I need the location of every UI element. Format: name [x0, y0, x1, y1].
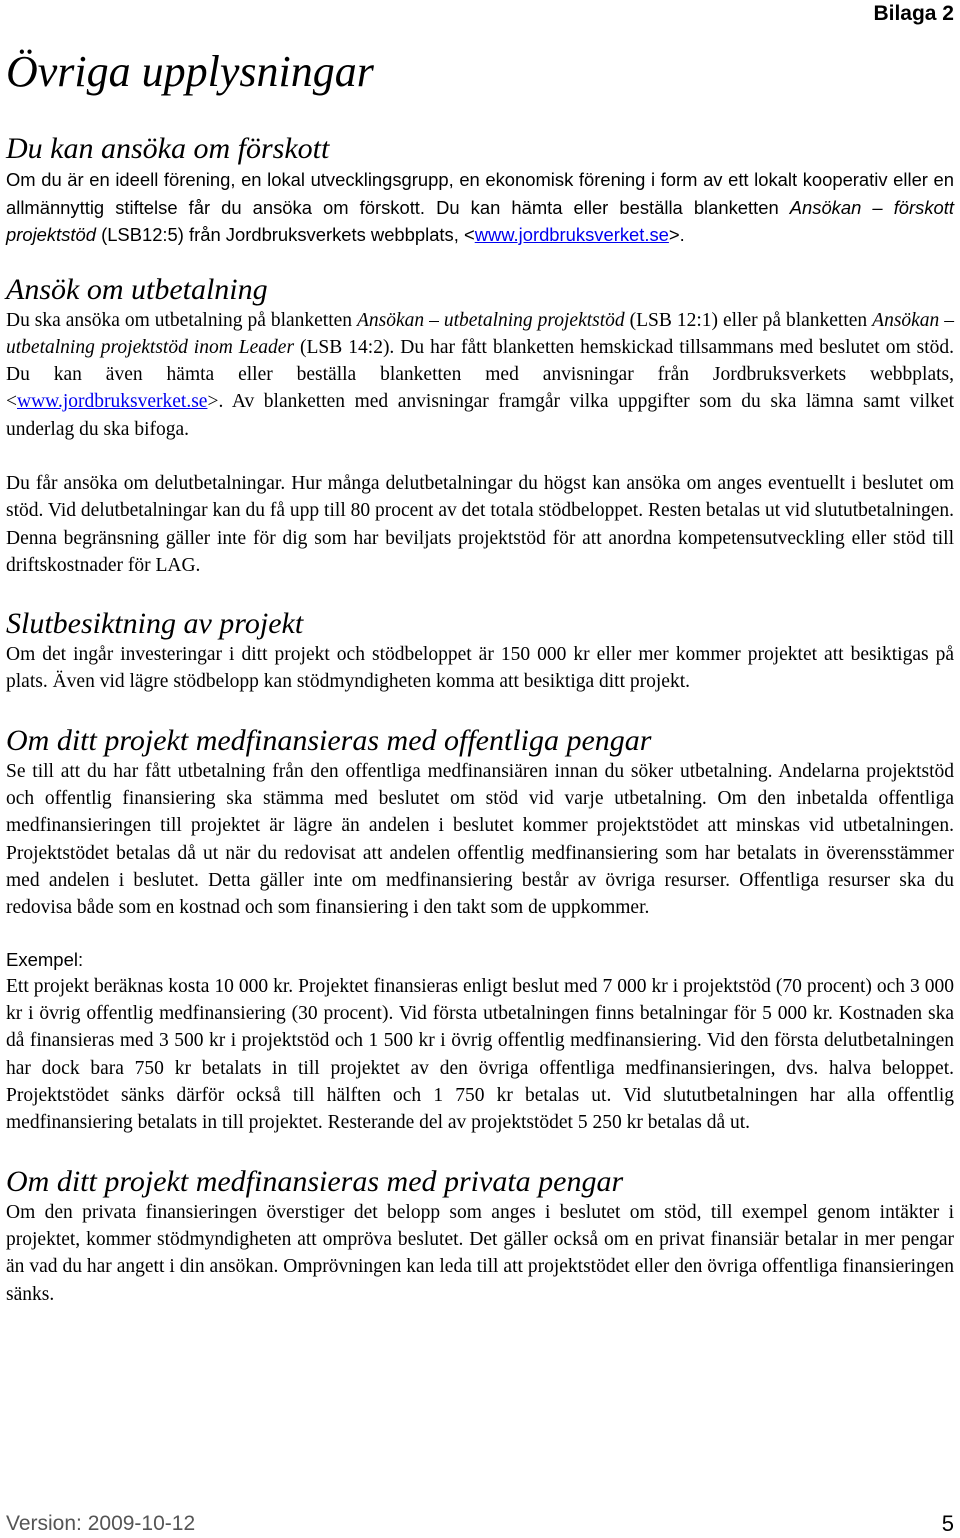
appendix-label: Bilaga 2	[873, 2, 954, 25]
paragraph-slutbesiktning: Om det ingår investeringar i ditt projekt och stödbeloppet är 150 000 kr eller mer kommer projektet att besiktigas på plats. Även vid lägre stödbelopp kan stödmyndigheten komma att besiktiga ditt projekt.	[6, 644, 954, 693]
heading-slutbesiktning: Slutbesiktning av projekt	[6, 607, 304, 641]
text-segment: >.	[668, 224, 685, 245]
form-name: Ansökan – förskott projektstöd	[6, 196, 954, 245]
paragraph-offentliga: Se till att du har fått utbetalning från den offentliga medfinansiären innan du söker utbetalning. Andelarna projektstöd och offentlig finansiering ska stämma med beslutet om stöd vid varje utbetalning. Om den inbetalda offentliga medfinansieringen till projektet är lägre än andelen i beslutet kommer projektstödet att minskas vid utbetalningen. Projektstödet betalas då ut när du redovisat att andelen offentlig medfinansiering som har betalats in överensstämmer med andelen i beslutet. Detta gäller inte om medfinansiering består av övriga resurser. Offentliga resurser ska du redovisa både som en kostnad och som finansiering i den takt som de uppkommer.	[6, 760, 954, 919]
jordbruksverket-link[interactable]: www.jordbruksverket.se	[474, 224, 669, 245]
heading-utbetalning: Ansök om utbetalning	[6, 272, 268, 306]
text-segment: (LSB 12:1) eller på blanketten	[624, 309, 873, 331]
page-title: Övriga upplysningar	[6, 47, 374, 96]
jordbruksverket-link[interactable]: www.jordbruksverket.se	[17, 391, 208, 413]
text-segment: Om du är en ideell förening, en lokal utvecklingsgrupp, en ekonomisk förening i form av ett lokalt kooperativ eller en allmännyttig stiftelse får du ansöka om förskott. Du kan hämta eller beställa blanketten	[6, 169, 954, 218]
section-offentliga	[6, 724, 954, 1137]
page-footer	[6, 1504, 954, 1538]
section-utbetalning	[6, 273, 954, 580]
paragraph-utbetalning-1	[6, 307, 954, 443]
paragraph-utbetalning-2: Du får ansöka om delutbetalningar. Hur många delutbetalningar du högst kan ansöka om anges eventuellt i beslutet om stöd. Vid delutbetalningar kan du få upp till 80 procent av det totala stödbeloppet. Resten betalas ut vid slututbetalningen. Denna begränsning gäller inte för dig som har beviljats projektstöd för att anordna kompetensutveckling eller stöd till driftskostnader för LAG.	[6, 472, 954, 576]
section-slutbesiktning	[6, 607, 954, 696]
paragraph-example: Ett projekt beräknas kosta 10 000 kr. Projektet finansieras enligt beslut med 7 000 kr i projektstöd (70 procent) och 3 000 kr i övrig offentlig medfinansiering (30 procent). Vid första utbetalningen finns betalningar för 5 000 kr. Kostnaden ska då finansieras med 3 500 kr i projektstöd och 1 500 kr i övrig offentlig medfinansiering. Vid den första delutbetalningen har dock bara 750 kr betalats in till projektet av den övriga offentliga medfinansieringen, dvs. halva beloppet. Projektstödet sänks därför också till hälften och 1 750 kr betalas ut. Vid slututbetalningen har alla offentlig medfinansiering betalats in till projektet. Resterande del av projektstödet 5 250 kr betalas då ut.	[6, 975, 954, 1134]
form-name: Ansökan – utbetalning projektstöd inom Leader	[6, 309, 955, 358]
form-name: Ansökan – utbetalning projektstöd	[357, 309, 625, 331]
paragraph-forskott	[6, 166, 954, 249]
page-number: 5	[941, 1511, 954, 1536]
page-content	[6, 132, 954, 1308]
text-segment: (LSB 14:2). Du har fått blanketten hemskickad tillsammans med beslutet om stöd. Du kan även hämta eller beställa blanketten med anvisningar från Jordbruksverkets webbplats, <	[6, 336, 954, 413]
example-label: Exempel:	[6, 948, 84, 970]
section-forskott	[6, 132, 954, 249]
heading-forskott: Du kan ansöka om förskott	[6, 132, 330, 165]
heading-offentliga: Om ditt projekt medfinansieras med offentliga pengar	[6, 723, 652, 757]
text-segment: (LSB12:5) från Jordbruksverkets webbplats, <	[95, 224, 475, 245]
text-segment: >. Av blanketten med anvisningar framgår vilka uppgifter som du ska lämna samt vilket underlag du ska bifoga.	[6, 391, 954, 440]
heading-privata: Om ditt projekt medfinansieras med privata pengar	[6, 1164, 624, 1198]
text-segment: Du ska ansöka om utbetalning på blanketten	[6, 309, 358, 331]
section-privata	[6, 1165, 954, 1308]
paragraph-privata: Om den privata finansieringen överstiger det belopp som anges i beslutet om stöd, till exempel genom intäkter i projektet, kommer stödmyndigheten att ompröva beslutet. Det gäller också om en privat finansiär betalar in mer pengar än vad du har angett i din ansökan. Omprövningen kan leda till att projektstödet eller den övriga offentliga finansieringen sänks.	[6, 1201, 954, 1305]
version-label: Version: 2009-10-12	[6, 1512, 196, 1535]
